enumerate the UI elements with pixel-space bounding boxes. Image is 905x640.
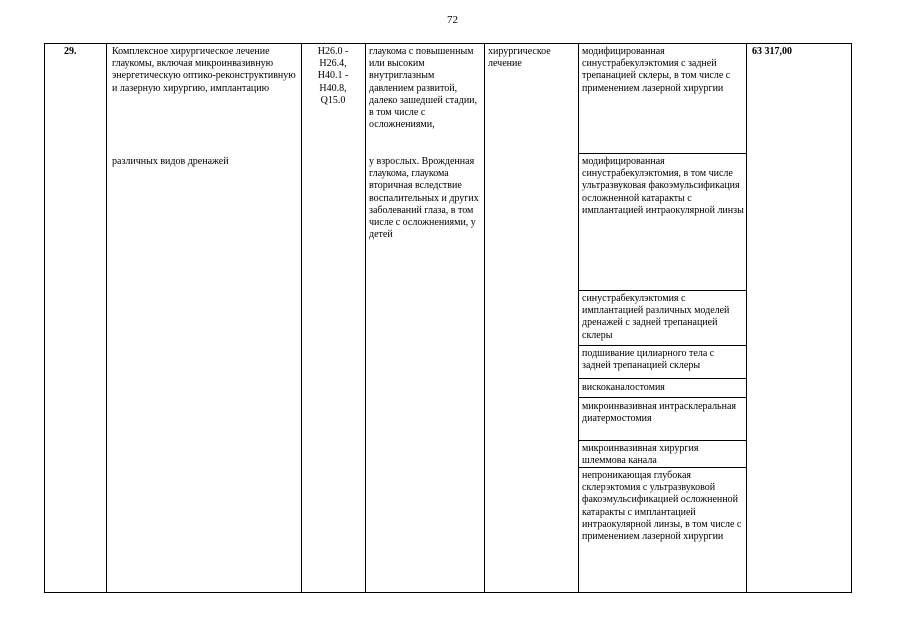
column-divider: [365, 43, 366, 593]
column-divider: [578, 43, 579, 593]
method-divider: [578, 345, 747, 346]
procedure-name-continued: различных видов дренажей: [112, 156, 229, 167]
treatment-method: вискоканалостомия: [582, 382, 665, 393]
treatment-type: хирургическое лечение: [488, 46, 551, 70]
column-divider: [106, 43, 107, 593]
method-divider: [578, 397, 747, 398]
diagnosis-description: глаукома с повышенным или высоким внутриглазным давлением развитой, далеко зашедшей стадии, в том числе с осложнениями,: [369, 46, 478, 131]
column-divider: [484, 43, 485, 593]
table-border-top: [44, 43, 852, 44]
diagnosis-codes: H26.0 - H26.4, H40.1 - H40.8, Q15.0: [317, 46, 349, 106]
page-number: 72: [447, 14, 458, 26]
table-border-left: [44, 43, 45, 593]
column-divider: [301, 43, 302, 593]
method-divider: [578, 153, 747, 154]
method-divider: [578, 378, 747, 379]
diagnosis-description-continued: у взрослых. Врожденная глаукома, глаукома вторичная вследствие воспалительных и других заболеваний глаза, в том числе с осложнениями, у детей: [369, 156, 479, 241]
treatment-method: модифицированная синустрабекулэктомия, в том числе ультразвуковая факоэмульсификация осложненной катаракты с имплантацией интраокулярной линзы: [582, 156, 744, 216]
treatment-method: подшивание цилиарного тела с задней трепанацией склеры: [582, 348, 715, 372]
table-border-bottom: [44, 592, 852, 593]
method-divider: [578, 440, 747, 441]
treatment-method: микроинвазивная интрасклеральная диатермостомия: [582, 401, 737, 425]
method-divider: [578, 290, 747, 291]
procedure-name: Комплексное хирургическое лечение глаукомы, включая микроинвазивную энергетическую оптико-реконструктивную и лазерную хирургию, имплантацию: [112, 46, 296, 94]
treatment-method: микроинвазивная хирургия шлеммова канала: [582, 443, 699, 467]
column-divider: [746, 43, 747, 593]
price: 63 317,00: [752, 46, 792, 57]
treatment-method: синустрабекулэктомия с имплантацией различных моделей дренажей с задней трепанацией склеры: [582, 293, 730, 341]
table-border-right: [851, 43, 852, 593]
row-number: 29.: [64, 46, 77, 57]
treatment-method: модифицированная синустрабекулэктомия с задней трепанацией склеры, в том числе с применением лазерной хирургии: [582, 46, 731, 94]
treatment-method: непроникающая глубокая склерэктомия с ультразвуковой факоэмульсификацией осложненной катаракты с имплантацией интраокулярной линзы, в том числе с применением лазерной хирургии: [582, 470, 742, 543]
